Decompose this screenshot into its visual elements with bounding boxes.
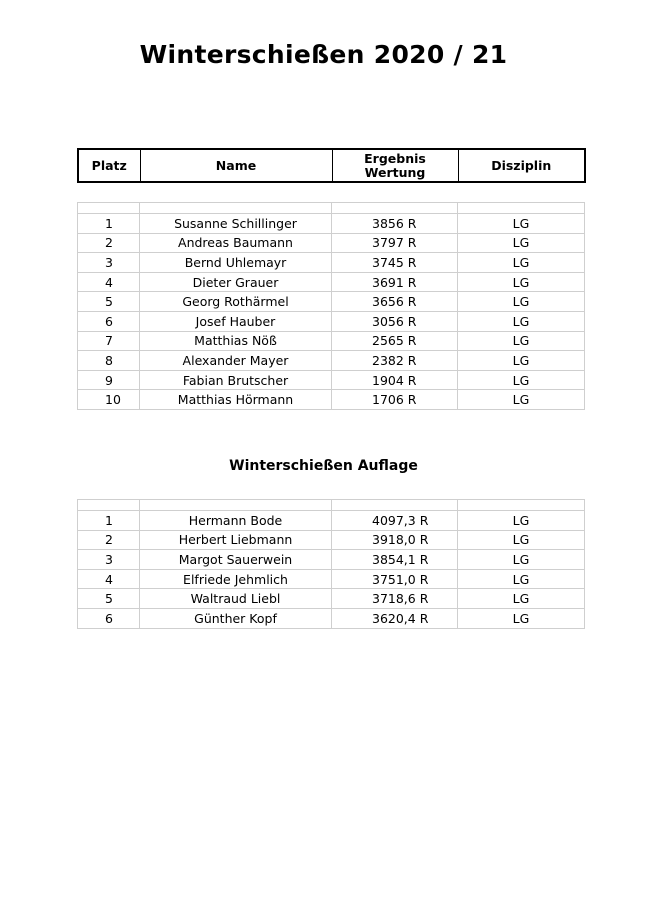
cell-platz: 2 (78, 233, 140, 253)
cell-name: Matthias Nöß (140, 331, 332, 351)
cell-name: Fabian Brutscher (140, 370, 332, 390)
cell-name: Günther Kopf (140, 608, 332, 628)
cell-name: Margot Sauerwein (140, 550, 332, 570)
table-row (78, 370, 585, 390)
table-row (78, 589, 585, 609)
cell-ergebnis: 4097,3 R (332, 511, 458, 531)
cell-platz: 8 (78, 351, 140, 371)
table-row (78, 253, 585, 273)
table-row (78, 351, 585, 371)
cell-ergebnis: 3718,6 R (332, 589, 458, 609)
cell-name: Georg Rothärmel (140, 292, 332, 312)
table-row (78, 569, 585, 589)
cell-name: Susanne Schillinger (140, 214, 332, 234)
cell-name: Josef Hauber (140, 311, 332, 331)
cell-name: Bernd Uhlemayr (140, 253, 332, 273)
cell-platz: 5 (78, 292, 140, 312)
cell-ergebnis: 1706 R (332, 390, 458, 410)
cell-name: Alexander Mayer (140, 351, 332, 371)
cell-name: Waltraud Liebl (140, 589, 332, 609)
table-row (78, 390, 585, 410)
cell-ergebnis: 1904 R (332, 370, 458, 390)
cell-ergebnis: 3797 R (332, 233, 458, 253)
cell-disziplin: LG (458, 511, 585, 531)
cell-disziplin: LG (458, 569, 585, 589)
cell-platz: 6 (78, 608, 140, 628)
section-title-auflage: Winterschießen Auflage (229, 458, 418, 474)
cell-platz: 6 (78, 311, 140, 331)
header-name: Name (140, 149, 332, 182)
auflage-results-table (77, 499, 585, 629)
spacer-row (78, 203, 585, 214)
cell-platz: 1 (78, 511, 140, 531)
cell-platz: 4 (78, 569, 140, 589)
cell-disziplin: LG (458, 311, 585, 331)
cell-disziplin: LG (458, 390, 585, 410)
cell-name: Andreas Baumann (140, 233, 332, 253)
cell-ergebnis: 3691 R (332, 272, 458, 292)
table-row (78, 550, 585, 570)
cell-disziplin: LG (458, 292, 585, 312)
cell-disziplin: LG (458, 233, 585, 253)
table-row (78, 214, 585, 234)
table-row (78, 233, 585, 253)
cell-disziplin: LG (458, 272, 585, 292)
cell-ergebnis: 3620,4 R (332, 608, 458, 628)
cell-disziplin: LG (458, 253, 585, 273)
results-header-table (77, 148, 586, 183)
table-row (78, 511, 585, 531)
cell-platz: 9 (78, 370, 140, 390)
cell-ergebnis: 3854,1 R (332, 550, 458, 570)
cell-name: Herbert Liebmann (140, 530, 332, 550)
cell-name: Hermann Bode (140, 511, 332, 531)
cell-platz: 3 (78, 253, 140, 273)
page-title: Winterschießen 2020 / 21 (139, 40, 508, 69)
cell-platz: 3 (78, 550, 140, 570)
cell-name: Dieter Grauer (140, 272, 332, 292)
table-row (78, 292, 585, 312)
cell-disziplin: LG (458, 351, 585, 371)
table-row (78, 530, 585, 550)
cell-disziplin: LG (458, 608, 585, 628)
cell-disziplin: LG (458, 589, 585, 609)
table-row (78, 311, 585, 331)
table-row (78, 272, 585, 292)
main-results-table (77, 202, 585, 410)
cell-platz: 5 (78, 589, 140, 609)
header-disziplin: Disziplin (458, 149, 585, 182)
table-row (78, 608, 585, 628)
header-ergebnis-line1: Ergebnis (364, 150, 426, 166)
cell-ergebnis: 3856 R (332, 214, 458, 234)
header-row (78, 149, 585, 182)
cell-name: Elfriede Jehmlich (140, 569, 332, 589)
cell-disziplin: LG (458, 331, 585, 351)
cell-ergebnis: 2565 R (332, 331, 458, 351)
cell-ergebnis: 3656 R (332, 292, 458, 312)
cell-platz: 4 (78, 272, 140, 292)
table-row (78, 331, 585, 351)
cell-ergebnis: 3918,0 R (332, 530, 458, 550)
cell-ergebnis: 2382 R (332, 351, 458, 371)
header-ergebnis (332, 149, 458, 182)
cell-platz: 7 (78, 331, 140, 351)
cell-disziplin: LG (458, 550, 585, 570)
spacer-row (78, 500, 585, 511)
cell-ergebnis: 3751,0 R (332, 569, 458, 589)
cell-name: Matthias Hörmann (140, 390, 332, 410)
cell-ergebnis: 3056 R (332, 311, 458, 331)
header-ergebnis-line2: Wertung (364, 164, 426, 180)
cell-disziplin: LG (458, 370, 585, 390)
cell-disziplin: LG (458, 530, 585, 550)
cell-disziplin: LG (458, 214, 585, 234)
cell-platz: 2 (78, 530, 140, 550)
header-platz: Platz (78, 149, 140, 182)
cell-platz: 1 (78, 214, 140, 234)
cell-platz: 10 (78, 390, 140, 410)
cell-ergebnis: 3745 R (332, 253, 458, 273)
